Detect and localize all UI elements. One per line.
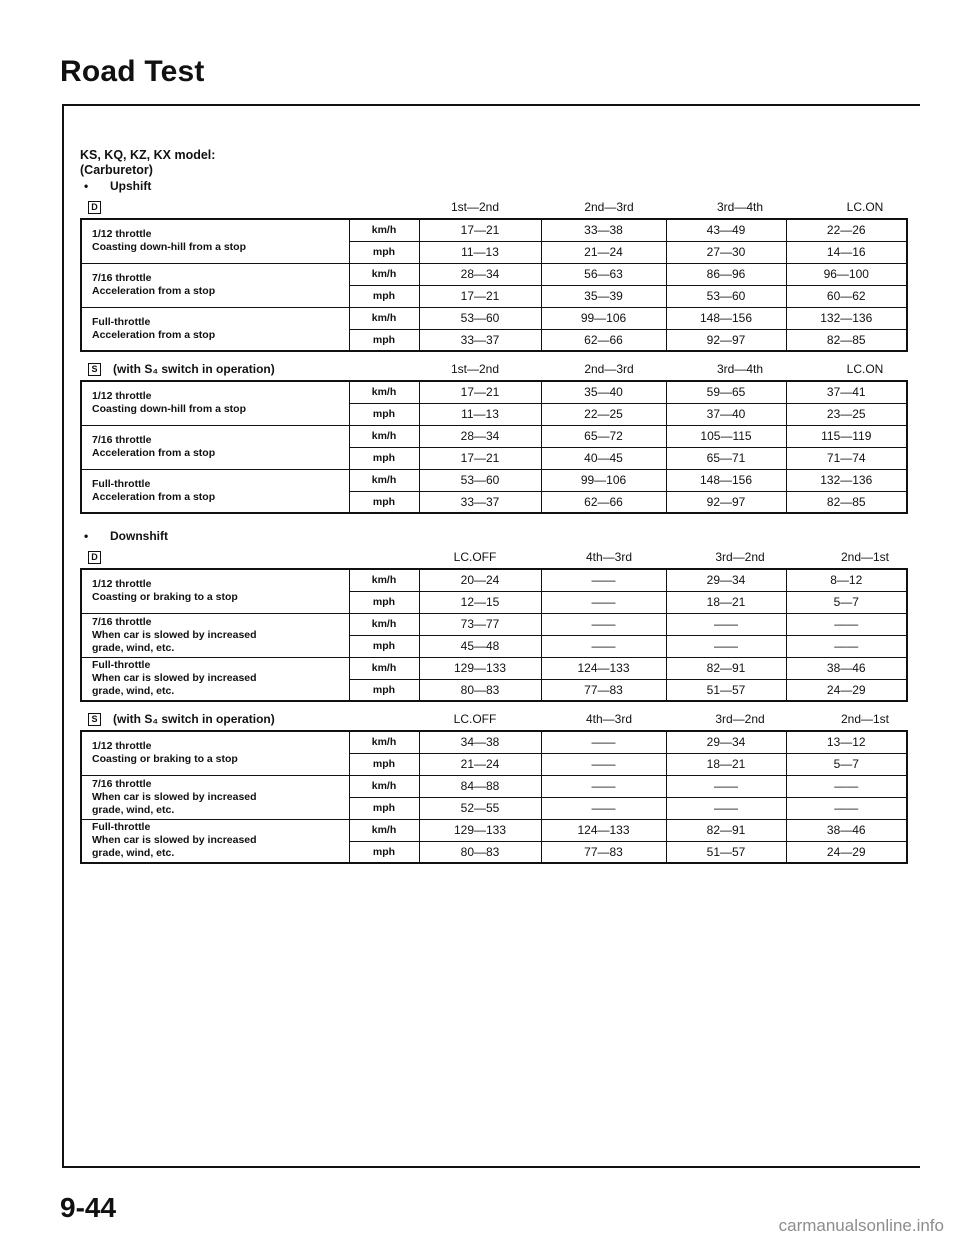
speed-value: —— (541, 591, 666, 613)
speed-value: 35—40 (541, 381, 666, 403)
condition-line: Coasting or braking to a stop (92, 591, 238, 604)
speed-value: —— (541, 613, 666, 635)
condition-line: Coasting down-hill from a stop (92, 403, 246, 416)
speed-value: 24—29 (786, 679, 907, 701)
condition-line: 7/16 throttle (92, 434, 152, 446)
speed-value: 5—7 (786, 591, 907, 613)
speed-value: 56—63 (541, 263, 666, 285)
column-header: 4th—3rd (585, 550, 633, 564)
condition-line: Full-throttle (92, 477, 151, 490)
condition-line: 7/16 throttle (92, 615, 152, 628)
speed-value: 105—115 (666, 425, 786, 447)
speed-value: 13—12 (786, 731, 907, 753)
unit-cell: mph (349, 447, 419, 469)
condition-line: grade, wind, etc. (92, 685, 175, 698)
condition-line: Coasting or braking to a stop (92, 753, 238, 766)
speed-value: 132—136 (786, 469, 907, 491)
condition-line: When car is slowed by increased (92, 834, 257, 847)
speed-value: 18—21 (666, 591, 786, 613)
section-mode (88, 200, 113, 214)
speed-value: 82—85 (786, 329, 907, 351)
speed-value: 96—100 (786, 263, 907, 285)
speed-value: 21—24 (541, 241, 666, 263)
speed-value: 29—34 (666, 569, 786, 591)
column-header: 3rd—2nd (715, 712, 765, 726)
speed-value: 17—21 (419, 381, 541, 403)
column-header: 1st—2nd (450, 200, 500, 214)
condition-cell (81, 381, 349, 425)
speed-value: 82—85 (786, 491, 907, 513)
speed-value: —— (786, 797, 907, 819)
speed-value: 8—12 (786, 569, 907, 591)
condition-line: Full-throttle (92, 821, 151, 834)
condition-cell (81, 425, 349, 469)
condition-line: When car is slowed by increased (92, 672, 257, 685)
model-heading: KS, KQ, KZ, KX model: (80, 148, 216, 162)
upshift-label: Upshift (110, 179, 152, 193)
unit-cell: mph (349, 753, 419, 775)
table-row (81, 613, 907, 635)
speed-table (80, 380, 908, 514)
unit-cell: mph (349, 403, 419, 425)
unit-cell: mph (349, 679, 419, 701)
unit-cell: km/h (349, 425, 419, 447)
upshift-bullet (80, 178, 906, 194)
column-header: 3rd—2nd (715, 550, 765, 564)
speed-value: 40—45 (541, 447, 666, 469)
speed-value: 80—83 (419, 841, 541, 863)
page-number: 9-44 (60, 1192, 117, 1223)
speed-value: 77—83 (541, 841, 666, 863)
speed-value: 82—91 (666, 819, 786, 841)
column-header: LC.ON (846, 200, 884, 214)
section-mode (88, 550, 113, 564)
speed-value: 82—91 (666, 657, 786, 679)
speed-value: 18—21 (666, 753, 786, 775)
unit-cell: km/h (349, 219, 419, 241)
speed-value: 14—16 (786, 241, 907, 263)
section-mode (88, 712, 275, 726)
speed-value: 11—13 (419, 403, 541, 425)
table-row (81, 307, 907, 329)
unit-cell: km/h (349, 381, 419, 403)
content (80, 148, 906, 870)
unit-cell: km/h (349, 657, 419, 679)
speed-value: 29—34 (666, 731, 786, 753)
mode-s-icon: S (88, 363, 101, 376)
unit-cell: km/h (349, 569, 419, 591)
speed-value: 38—46 (786, 819, 907, 841)
column-header: 2nd—3rd (584, 200, 634, 214)
speed-value: 11—13 (419, 241, 541, 263)
table-row (81, 569, 907, 591)
condition-cell (81, 307, 349, 351)
column-header: 1st—2nd (450, 362, 500, 376)
speed-value: 27—30 (666, 241, 786, 263)
unit-cell: mph (349, 841, 419, 863)
speed-value: 124—133 (541, 657, 666, 679)
speed-value: 37—41 (786, 381, 907, 403)
speed-value: —— (541, 635, 666, 657)
speed-value: 34—38 (419, 731, 541, 753)
unit-cell: mph (349, 591, 419, 613)
condition-line: Acceleration from a stop (92, 490, 216, 503)
speed-value: 20—24 (419, 569, 541, 591)
condition-line: 1/12 throttle (92, 578, 152, 591)
speed-value: —— (541, 753, 666, 775)
speed-value: 33—37 (419, 491, 541, 513)
condition-cell (81, 657, 349, 701)
column-header: 4th—3rd (585, 712, 633, 726)
table-row (81, 219, 907, 241)
speed-value: 132—136 (786, 307, 907, 329)
bullet-dot: • (84, 529, 89, 543)
unit-cell: km/h (349, 819, 419, 841)
speed-value: 51—57 (666, 679, 786, 701)
speed-value: 21—24 (419, 753, 541, 775)
speed-value: 62—66 (541, 329, 666, 351)
section-label: (with S₄ switch in operation) (113, 362, 275, 376)
speed-value: —— (666, 635, 786, 657)
speed-value: 33—38 (541, 219, 666, 241)
speed-value: 22—26 (786, 219, 907, 241)
speed-value: 124—133 (541, 819, 666, 841)
speed-value: 51—57 (666, 841, 786, 863)
speed-value: 148—156 (666, 469, 786, 491)
speed-value: —— (541, 731, 666, 753)
speed-value: 59—65 (666, 381, 786, 403)
speed-value: 73—77 (419, 613, 541, 635)
condition-line: When car is slowed by increased (92, 628, 257, 641)
condition-cell (81, 613, 349, 657)
speed-value: 53—60 (419, 469, 541, 491)
shift-groups (80, 178, 906, 864)
column-header: LC.OFF (453, 550, 497, 564)
speed-value: 92—97 (666, 329, 786, 351)
table-row (81, 469, 907, 491)
table-row (81, 657, 907, 679)
section-mode (88, 362, 275, 376)
unit-cell: km/h (349, 469, 419, 491)
speed-value: 23—25 (786, 403, 907, 425)
unit-cell: km/h (349, 731, 419, 753)
speed-value: 43—49 (666, 219, 786, 241)
speed-value: 38—46 (786, 657, 907, 679)
speed-value: 84—88 (419, 775, 541, 797)
condition-cell (81, 731, 349, 775)
table-row (81, 819, 907, 841)
speed-value: 65—72 (541, 425, 666, 447)
unit-cell: mph (349, 285, 419, 307)
condition-cell (81, 469, 349, 513)
condition-cell (81, 819, 349, 863)
condition-line: When car is slowed by increased (92, 790, 257, 803)
condition-cell (81, 775, 349, 819)
speed-value: 99—106 (541, 307, 666, 329)
speed-value: 86—96 (666, 263, 786, 285)
unit-cell: km/h (349, 775, 419, 797)
unit-cell: km/h (349, 613, 419, 635)
speed-value: 33—37 (419, 329, 541, 351)
speed-value: 24—29 (786, 841, 907, 863)
speed-value: 12—15 (419, 591, 541, 613)
condition-line: 1/12 throttle (92, 228, 152, 241)
column-header: 2nd—3rd (584, 362, 634, 376)
mode-s-icon: S (88, 713, 101, 726)
unit-cell: mph (349, 241, 419, 263)
section-header (80, 196, 906, 218)
condition-cell (81, 569, 349, 613)
condition-line: Full-throttle (92, 659, 151, 672)
speed-value: 28—34 (419, 425, 541, 447)
speed-table (80, 730, 908, 864)
condition-line: Coasting down-hill from a stop (92, 241, 246, 254)
table-row (81, 775, 907, 797)
table-row (81, 731, 907, 753)
column-header: 2nd—1st (840, 712, 890, 726)
speed-value: 45—48 (419, 635, 541, 657)
speed-value: —— (786, 775, 907, 797)
model-subheading: (Carburetor) (80, 163, 153, 177)
watermark: carmanualsonline.info (778, 1216, 944, 1235)
table-row (81, 263, 907, 285)
speed-value: 28—34 (419, 263, 541, 285)
speed-value: 17—21 (419, 447, 541, 469)
condition-line: Acceleration from a stop (92, 328, 216, 341)
speed-value: 92—97 (666, 491, 786, 513)
speed-value: 53—60 (419, 307, 541, 329)
condition-line: 7/16 throttle (92, 272, 152, 284)
speed-value: 71—74 (786, 447, 907, 469)
downshift-label: Downshift (110, 529, 168, 543)
speed-value: 53—60 (666, 285, 786, 307)
column-header: 3rd—4th (716, 200, 764, 214)
condition-cell (81, 219, 349, 263)
speed-value: 99—106 (541, 469, 666, 491)
condition-line: grade, wind, etc. (92, 847, 175, 860)
table-row (81, 381, 907, 403)
mode-d-icon: D (88, 551, 101, 564)
speed-value: 80—83 (419, 679, 541, 701)
condition-line: Acceleration from a stop (92, 447, 216, 459)
condition-line: Acceleration from a stop (92, 285, 216, 297)
speed-value: 17—21 (419, 219, 541, 241)
unit-cell: mph (349, 329, 419, 351)
speed-table (80, 568, 908, 702)
condition-line: 1/12 throttle (92, 390, 152, 403)
speed-value: —— (541, 775, 666, 797)
downshift-bullet (80, 528, 906, 544)
speed-value: 17—21 (419, 285, 541, 307)
condition-line: 1/12 throttle (92, 740, 152, 753)
column-header: 2nd—1st (840, 550, 890, 564)
speed-value: —— (666, 613, 786, 635)
column-header: LC.OFF (453, 712, 497, 726)
speed-value: 60—62 (786, 285, 907, 307)
speed-value: 129—133 (419, 819, 541, 841)
column-header: 3rd—4th (716, 362, 764, 376)
speed-value: 129—133 (419, 657, 541, 679)
speed-value: 5—7 (786, 753, 907, 775)
speed-value: 37—40 (666, 403, 786, 425)
condition-line: grade, wind, etc. (92, 803, 175, 816)
speed-value: —— (786, 635, 907, 657)
bullet-dot: • (84, 179, 89, 193)
speed-value: 35—39 (541, 285, 666, 307)
page-title: Road Test (60, 55, 205, 88)
condition-line: 7/16 throttle (92, 777, 152, 790)
speed-table (80, 218, 908, 352)
condition-line: Full-throttle (92, 315, 151, 328)
speed-value: 62—66 (541, 491, 666, 513)
speed-value: 22—25 (541, 403, 666, 425)
speed-value: 115—119 (786, 425, 907, 447)
unit-cell: km/h (349, 307, 419, 329)
speed-value: 65—71 (666, 447, 786, 469)
table-row (81, 425, 907, 447)
condition-cell (81, 263, 349, 307)
speed-value: 148—156 (666, 307, 786, 329)
speed-value: 52—55 (419, 797, 541, 819)
condition-line: grade, wind, etc. (92, 641, 175, 654)
section-header (80, 708, 906, 730)
section-label: (with S₄ switch in operation) (113, 712, 275, 726)
mode-d-icon: D (88, 201, 101, 214)
speed-value: —— (541, 797, 666, 819)
speed-value: —— (786, 613, 907, 635)
unit-cell: mph (349, 635, 419, 657)
section-header (80, 546, 906, 568)
unit-cell: mph (349, 797, 419, 819)
section-header (80, 358, 906, 380)
column-header: LC.ON (846, 362, 884, 376)
speed-value: —— (666, 797, 786, 819)
speed-value: —— (666, 775, 786, 797)
speed-value: —— (541, 569, 666, 591)
unit-cell: mph (349, 491, 419, 513)
unit-cell: km/h (349, 263, 419, 285)
speed-value: 77—83 (541, 679, 666, 701)
